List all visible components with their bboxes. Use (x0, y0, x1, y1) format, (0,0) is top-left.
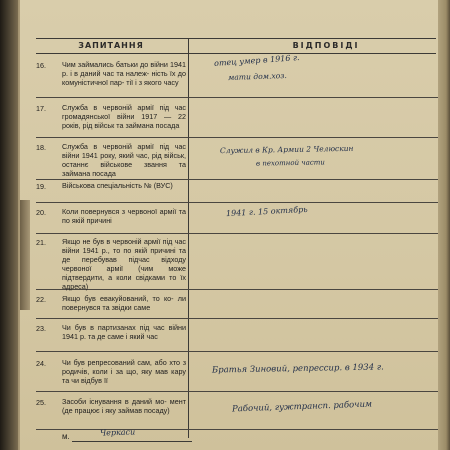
handwritten-answer: Служил в Кр. Армии 2 Челюскин (219, 143, 354, 156)
question-text: Чи був репресований сам, або хто з родичів, коли і за що, яку мав кару та чи відбув її (62, 358, 186, 386)
handwritten-answer: в пехотной части (255, 158, 325, 168)
question-text: Якщо був евакуйований, то ко- ли повернувся та звідки саме (62, 294, 186, 313)
handwritten-place: Черкаси (99, 427, 136, 438)
question-text: Якщо не був в червоній армії під час війни 1941 р., то по якій причині та де перебував підчас відходу червоної армії (чим може підтвердити, а коли свідками то їх адреса) (62, 237, 186, 292)
book-binding (0, 0, 18, 450)
question-text: Коли повернувся з червоної армії та по якій причині (62, 207, 186, 226)
table-header (36, 38, 436, 54)
question-text: Засоби існування в даний мо- мент (де працює і яку займав посаду) (62, 397, 186, 416)
question-text: Чи був в партизанах під час війни 1941 р. та де саме і який час (62, 323, 186, 342)
row-number: 16. (36, 61, 46, 70)
answers-column-header: ВІДПОВІДІ (292, 41, 360, 50)
row-number: 21. (36, 238, 46, 247)
row-number: 18. (36, 143, 46, 152)
place-underline (72, 441, 192, 442)
question-text: Служба в червоній армії під час громадянської війни 1917 — 22 років, рід військ та займана посада (62, 103, 186, 131)
row-number: 17. (36, 104, 46, 113)
question-text: Служба в червоній армії під час війни 1941 року, який час, рід військ, останнє військове звання та займана посада (62, 142, 186, 179)
handwritten-answer: отец умер в 1916 г. (213, 53, 300, 68)
row-number: 25. (36, 398, 46, 407)
handwritten-answer: Рабочий, гужтрансп. рабочим (231, 399, 373, 415)
question-text: Військова спеціальність № (ВУС) (62, 181, 173, 190)
handwritten-answer: Братья Зиновий, репрессир. в 1934 г. (211, 362, 384, 376)
row-number: 24. (36, 359, 46, 368)
question-text: Чим займались батьки до війни 1941 р. і в даний час та належ- ність їх до комуністичної пар- тії і з якого часу (62, 60, 186, 88)
row-number: 22. (36, 295, 46, 304)
place-label: м. (62, 432, 70, 441)
handwritten-answer: мати дом.хоз. (227, 70, 287, 83)
handwritten-answer: 1941 г. 15 октябрь (225, 204, 308, 219)
row-number: 20. (36, 208, 46, 217)
row-number: 19. (36, 182, 46, 191)
questions-column-header: ЗАПИТАННЯ (78, 41, 144, 50)
row-number: 23. (36, 324, 46, 333)
